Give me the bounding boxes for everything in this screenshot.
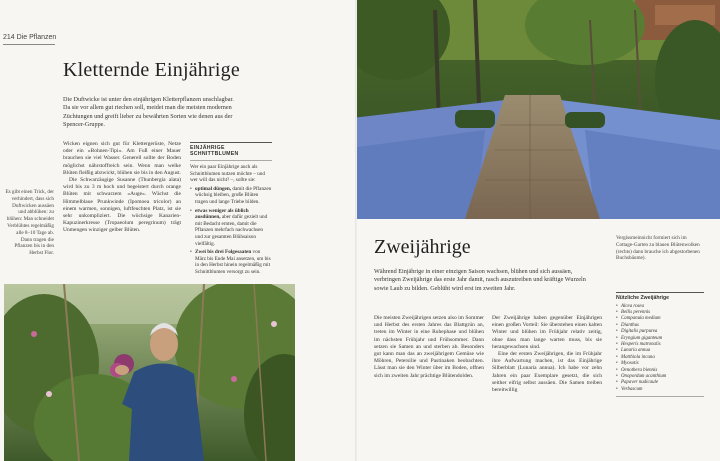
- folio-rule: [3, 44, 55, 45]
- lead-paragraph: Die Duftwicke ist unter den einjährigen Kletterpflanzen unschlagbar. Da sie vor allem gut riechen soll, meidet man die meisten modernen Züchtungen und greift lieber zu bewährten Sorten wie denen aus der Spencer-Gruppe.: [63, 96, 234, 128]
- margin-tip: Es gibt einen Trick, der verhindert, dass sich Duftwicken aussäen und abblühen: zu blühen: Man schneidet Verblühtes regelmäßig alle 8–10 Tage ab. Dann tragen die Pflanzen bis in den Herbst Flor.: [5, 189, 54, 257]
- section-heading-climbing-annuals: Kletternde Einjährige: [63, 59, 240, 81]
- plant-list-item: • Myosotis: [616, 361, 704, 367]
- body-paragraph: Die Schwarzäugige Susanne (Thunbergia alata) wird bis zu 3 m hoch und begeistert durch orange Blüten mit schwarzem »Auge«. Wächst die Himmelblaue Prunkwinde (Ipomoea tricolor) an einem warmen, sonnigen, luftfeuchten Platz, ist sie sehr unkompliziert. Die wüchsige Kanarien-Kapuzinerkresse (Tropaeolum peregrinum) trägt Unmengen winziger gelber Blüten.: [63, 177, 181, 234]
- cut-flowers-box: [190, 142, 272, 278]
- plant-list-item: • Matthiola incana: [616, 355, 704, 361]
- side-box-title: Nützliche Zweijährige: [616, 295, 670, 301]
- garden-path-photo: [357, 0, 720, 219]
- plant-list-item: • Oenothera biennis: [616, 368, 704, 374]
- body-paragraph: Eine der ersten Zweijährigen, die im Frühjahr ihre Aufwartung machen, ist das Einjährige Silberblatt (Lunaria annua). Ich habe vor zehn Jahren ein paar Exemplare gesetzt, die sich seither eifrig selbst aussäen. Die Samen treiben bereitwillig: [492, 351, 602, 394]
- plant-list-item: • Bellis perennis: [616, 310, 704, 316]
- plant-list-item: • Onopordum acanthium: [616, 374, 704, 380]
- box-list-item: • Zwei bis drei Folgesaaten von März bis Ende Mai ansetzen, um bis in den Herbst hinein regelmäßig mit Schnittblumen versorgt zu sein.: [190, 249, 272, 275]
- section-heading-biennials: Zweijährige: [374, 236, 471, 258]
- box-intro: Wer ein paar Einjährige auch als Schnittblumen nutzen möchte – und wer will das nicht? –, sollte sie:: [190, 164, 265, 184]
- body-column: [492, 315, 602, 394]
- body-paragraph: Die meisten Zweijährigen setzen also im Sommer und Herbst des ersten Jahres das Blattgrün an, treten im Winter in eine Ruhephase und blühen im nächsten Frühjahr und Frühsommer. Dann setzen sie Samen an und sterben ab. Besonders gut kann man das an zweijährigem Gemüse wie Möhren, Petersilie und Pastinaken beobachten. Lässt man sie den Winter über im Boden, offnen sich im zweiten Jahr prächtige Blütendolden.: [374, 315, 484, 379]
- plant-list-item: • Hesperis matronalis: [616, 342, 704, 348]
- plant-list-item: • Dianthus: [616, 323, 704, 329]
- plant-list-item: • Lunaria annua: [616, 348, 704, 354]
- left-page: [0, 0, 357, 461]
- gardener-photo: [4, 284, 295, 461]
- body-paragraph: Wicken eignen sich gut für Klettergerüste, Netze oder ein »Bohnen-Tipi«. Am Fuß einer Mauer brauchen sie viel Wasser. Generell sollte der Boden möglichst nährstoffreich sein. Wenn man welke Blüten fleißig abzwickt, blühen sie bis in den August.: [63, 141, 181, 176]
- box-title: EINJÄHRIGE SCHNITTBLUMEN: [190, 145, 272, 161]
- box-list-item: • optimal düngen, damit die Pflanzen wüchsig bleiben, große Blüten tragen und lange Triebe bilden.: [190, 186, 272, 206]
- box-list: [190, 186, 272, 276]
- body-column: [63, 141, 181, 235]
- body-column: [374, 315, 484, 380]
- photo-caption: Vergissmeinnicht formiert sich im Cottage-Garten zu blauen Blütenwolken (rechts) dann brauche ich abgestorbenen Buchsbäume).: [616, 235, 700, 262]
- plant-list-item: • Campanula medium: [616, 316, 704, 322]
- box-list-item: • etwas weniger als üblich ausdünnen, aber dafür gezielt und mit Bedacht ernten, damit die Pflanzen mehrfach nachwachsen und zur gesamten Blühsaison vielfältig.: [190, 208, 272, 248]
- body-paragraph: Der Zweijährige haben gegenüber Einjährigen einen großen Vorteil: Sie überstehen einen kalten Winter und blühen im Frühjahr relativ zeitig, ohne dass man lange warten muss, bis sie herangewachsen sind.: [492, 315, 602, 350]
- plant-list-item: • Eryngium giganteum: [616, 336, 704, 342]
- lead-paragraph: Während Einjährige in einer einzigen Saison wachsen, blühen und sich aussäen, verbringen Zweijährige das erste Jahr damit, rasch auszutreiben und kräftige Wurzeln sowie Laub zu bilden. Geblüht wird erst im zweiten Jahr.: [374, 268, 586, 292]
- box-rule: [616, 396, 704, 397]
- plant-list: [616, 304, 704, 394]
- useful-biennials-box: [616, 292, 704, 397]
- plant-list-item: • Verbascum: [616, 387, 704, 393]
- page-folio: 214 Die Pflanzen: [3, 34, 57, 41]
- right-page: [357, 0, 720, 461]
- plant-list-item: • Alcea rosea: [616, 304, 704, 310]
- plant-list-item: • Papaver nudicaule: [616, 380, 704, 386]
- plant-list-item: • Digitalis purpurea: [616, 329, 704, 335]
